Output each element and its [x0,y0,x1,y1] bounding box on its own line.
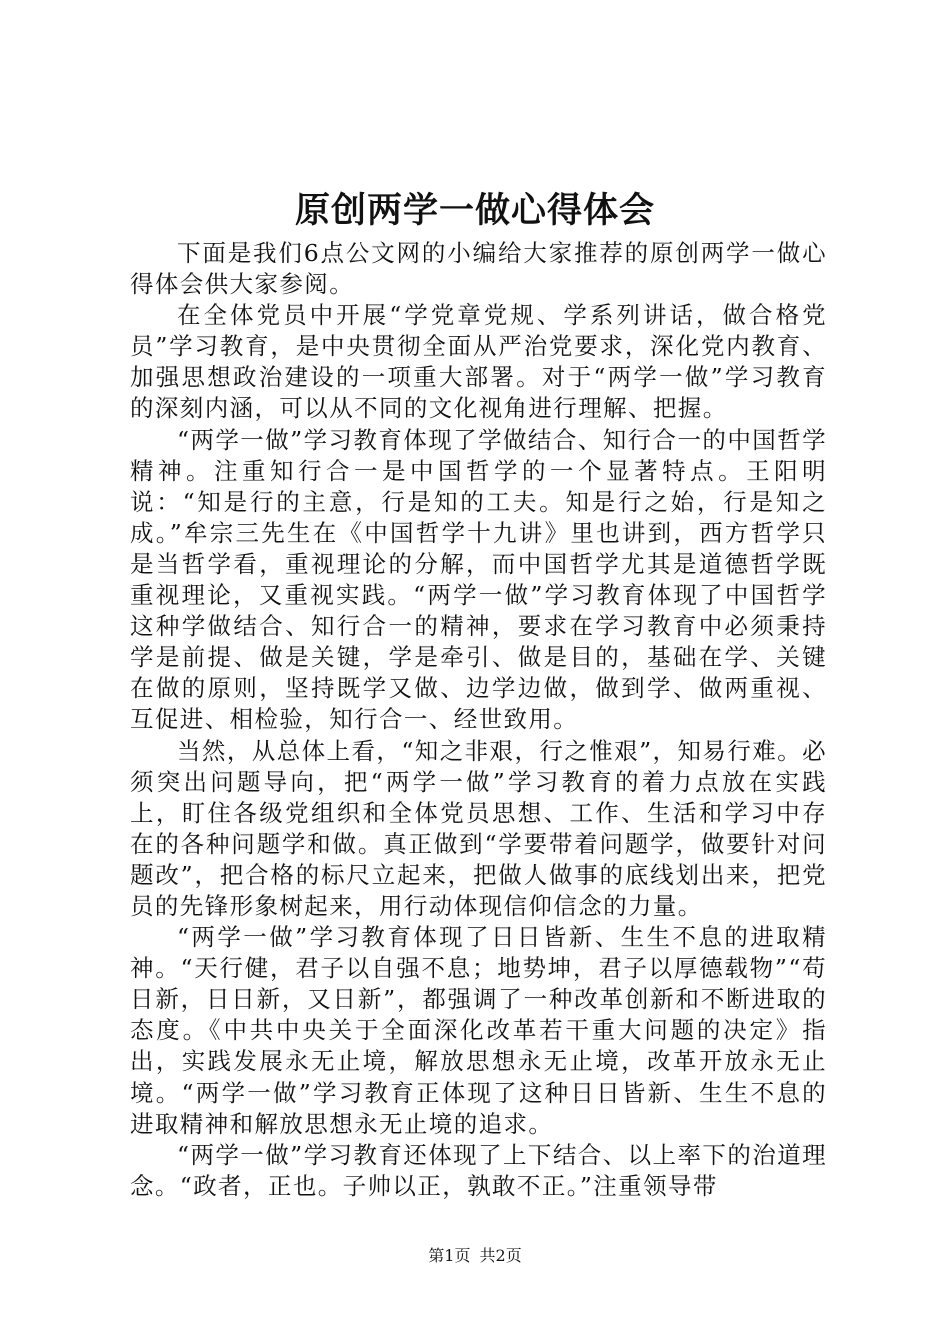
paragraph-4: 当然，从总体上看，“知之非艰，行之惟艰”，知易行难。必须突出问题导向，把“两学一做”学习教育的着力点放在实践上，盯住各级党组织和全体党员思想、工作、生活和学习中存在的各种问题学和做。真正做到“学要带着问题学，做要针对问题改”，把合格的标尺立起来，把做人做事的底线划出来，把党员的先锋形象树起来，用行动体现信仰信念的力量。 [130,736,827,920]
page-total: 共2页 [479,1246,522,1265]
paragraph-2: 在全体党员中开展“学党章党规、学系列讲话，做合格党员”学习教育，是中央贯彻全面从严治党要求，深化党内教育、加强思想政治建设的一项重大部署。对于“两学一做”学习教育的深刻内涵，可以从不同的文化视角进行理解、把握。 [130,301,827,423]
paragraph-3: “两学一做”学习教育体现了学做结合、知行合一的中国哲学精神。注重知行合一是中国哲学的一个显著特点。王阳明说：“知是行的主意，行是知的工夫。知是行之始，行是知之成。”牟宗三先生在《中国哲学十九讲》里也讲到，西方哲学只是当哲学看，重视理论的分解，而中国哲学尤其是道德哲学既重视理论，又重视实践。“两学一做”学习教育体现了中国哲学这种学做结合、知行合一的精神，要求在学习教育中必须秉持学是前提、做是关键，学是牵引、做是目的，基础在学、关键在做的原则，坚持既学又做、边学边做，做到学、做两重视、互促进、相检验，知行合一、经世致用。 [130,425,827,734]
paragraph-5: “两学一做”学习教育体现了日日皆新、生生不息的进取精神。“天行健，君子以自强不息；地势坤，君子以厚德载物”“苟日新，日日新，又日新”，都强调了一种改革创新和不断进取的态度。《中共中央关于全面深化改革若干重大问题的决定》指出，实践发展永无止境，解放思想永无止境，改革开放永无止境。“两学一做”学习教育正体现了这种日日皆新、生生不息的进取精神和解放思想永无止境的追求。 [130,923,827,1138]
page-footer [0,1243,950,1266]
paragraph-6: “两学一做”学习教育还体现了上下结合、以上率下的治道理念。“政者，正也。子帅以正，孰敢不正。”注重领导带 [130,1140,827,1200]
document-body [130,238,827,1202]
document-title: 原创两学一做心得体会 [294,190,655,231]
page-number: 第1页 [428,1246,471,1265]
paragraph-1: 下面是我们6点公文网的小编给大家推荐的原创两学一做心得体会供大家参阅。 [130,239,827,299]
